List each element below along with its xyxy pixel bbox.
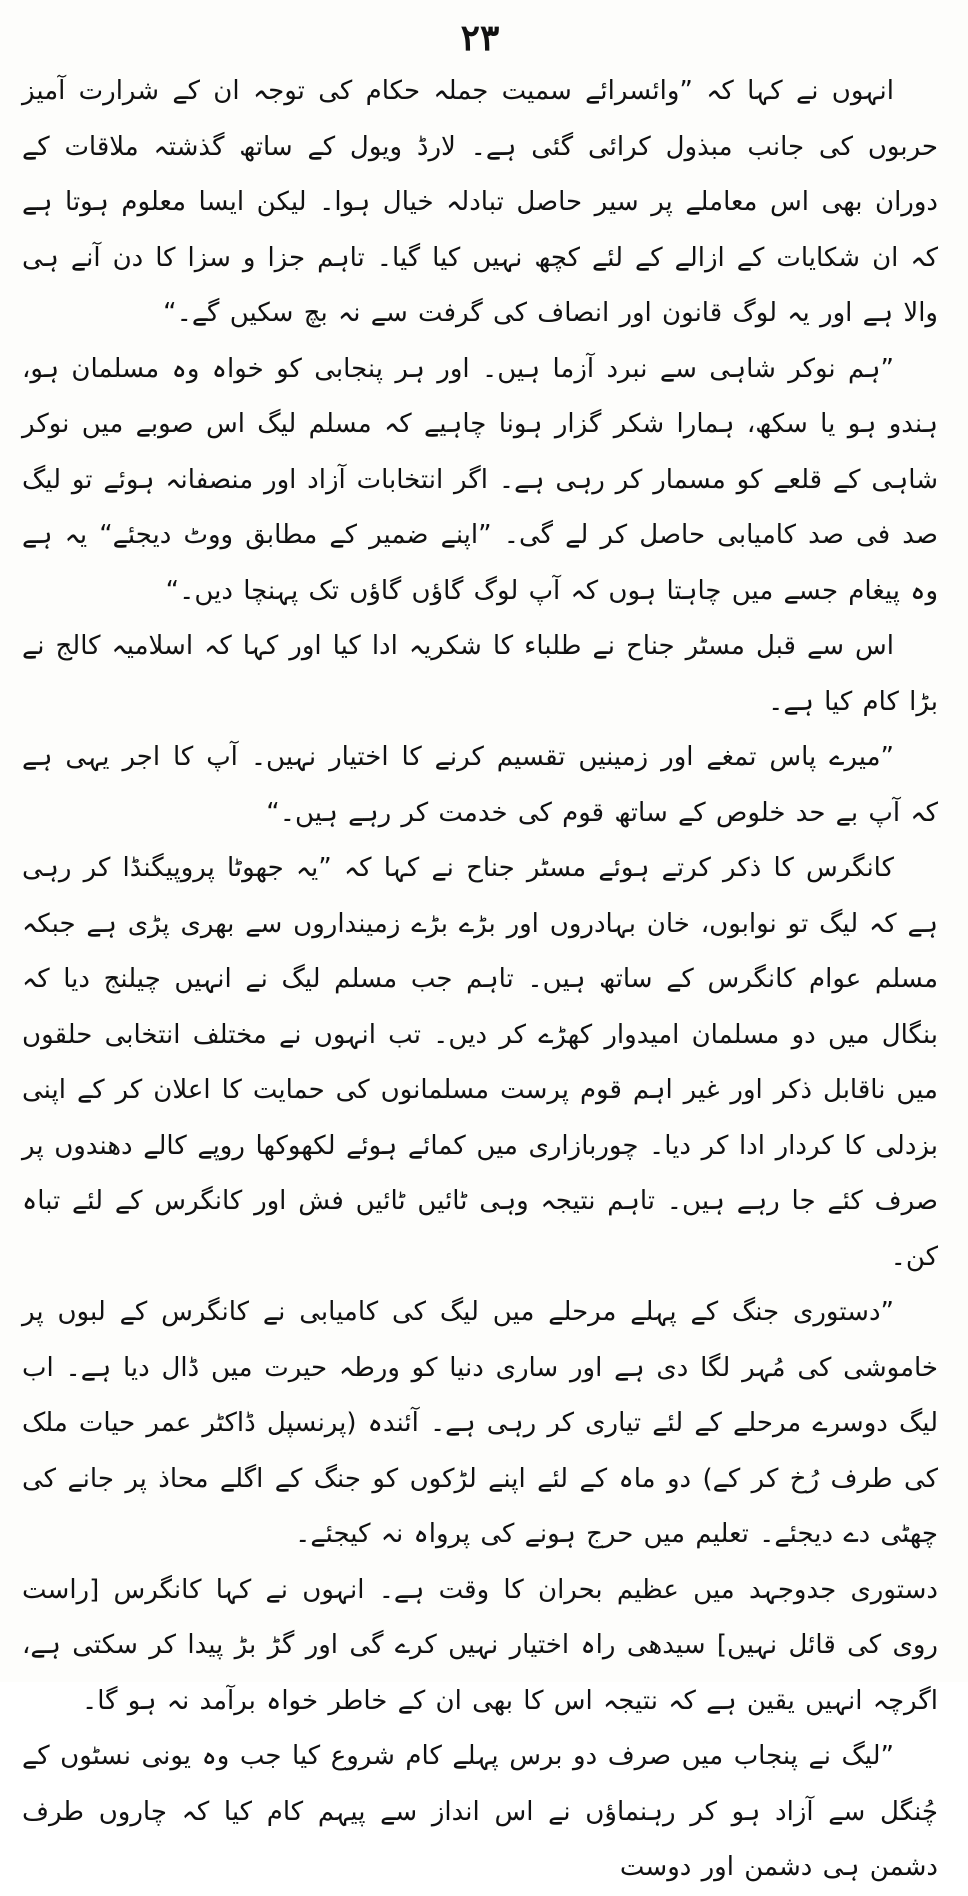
paragraph-bureaucracy: ”ہم نوکر شاہی سے نبرد آزما ہیں۔ اور ہر پنجابی کو خواہ وہ مسلمان ہو، ہندو ہو یا سکھ، ہمارا شکر گزار ہونا چاہیے کہ مسلم لیگ اس صوبے میں نوکر شاہی کے قلعے کو مسمار کر رہی ہے۔ اگر انتخابات آزاد اور منصفانہ ہوئے تو لیگ صد فی صد کامیابی حاصل کر لے گی۔ ”اپنے ضمیر کے مطابق ووٹ دیجئے“ یہ ہے وہ پیغام جسے میں چاہتا ہوں کہ آپ لوگ گاؤں گاؤں تک پہنچا دیں۔“ xyxy=(22,353,938,606)
page-number: ۲۳ xyxy=(460,17,500,59)
paragraph-constitutional-war: ”دستوری جنگ کے پہلے مرحلے میں لیگ کی کامیابی نے کانگرس کے لبوں پر خاموشی کی مُہر لگا دی ہے اور ساری دنیا کو ورطہ حیرت میں ڈال دیا ہے۔ اب لیگ دوسرے مرحلے کے لئے تیاری کر رہی ہے۔ آئندہ (پرنسپل ڈاکٹر عمر حیات ملک کی طرف رُخ کر کے) دو ماہ کے لئے اپنے لڑکوں کو جنگ کے اگلے محاذ پر جانے کی چھٹی دے دیجئے۔ تعلیم میں حرج ہونے کی پرواہ نہ کیجئے۔ xyxy=(22,1297,938,1549)
paragraph-congress-propaganda: کانگرس کا ذکر کرتے ہوئے مسٹر جناح نے کہا کہ ”یہ جھوٹا پروپیگنڈا کر رہی ہے کہ لیگ تو نوابوں، خان بہادروں اور بڑے بڑے زمینداروں سے بھری پڑی ہے جبکہ مسلم عوام کانگرس کے ساتھ ہیں۔ تاہم جب مسلم لیگ نے انہیں چیلنج دیا کہ بنگال میں دو مسلمان امیدوار کھڑے کر دیں۔ تب انہوں نے مختلف انتخابی حلقوں میں ناقابل ذکر اور غیر اہم قوم پرست مسلمانوں کی حمایت کا اعلان کر کے اپنی بزدلی کا کردار ادا کر دیا۔ چوربازاری میں کمائے ہوئے لکھوکھا روپے کالے دھندوں پر صرف کئے جا رہے ہیں۔ تاہم نتیجہ وہی ٹائیں ٹائیں فش اور کانگرس کے لئے تباہ کن۔ xyxy=(22,853,938,1272)
paragraph-no-medals: ”میرے پاس تمغے اور زمینیں تقسیم کرنے کا اختیار نہیں۔ آپ کا اجر یہی ہے کہ آپ بے حد خلوص کے ساتھ قوم کی خدمت کر رہے ہیں۔“ xyxy=(22,742,938,828)
paragraph-thanks-students: اس سے قبل مسٹر جناح نے طلباء کا شکریہ ادا کیا اور کہا کہ اسلامیہ کالج نے بڑا کام کیا ہے۔ xyxy=(22,631,938,717)
paragraph-constitutional-struggle: دستوری جدوجہد میں عظیم بحران کا وقت ہے۔ انہوں نے کہا کانگرس [راست روی کی قائل نہیں] سیدھی راہ اختیار نہیں کرے گی اور گڑ بڑ پیدا کر سکتی ہے، اگرچہ انہیں یقین ہے کہ نتیجہ اس کا بھی ان کے خاطر خواہ برآمد نہ ہو گا۔ xyxy=(22,1574,938,1716)
paragraph-viceroy-complaint: انہوں نے کہا کہ ”وائسرائے سمیت جملہ حکام کی توجہ ان کے شرارت آمیز حربوں کی جانب مبذول کرائی گئی ہے۔ لارڈ ویول کے ساتھ گذشتہ ملاقات کے دوران بھی اس معاملے پر سیر حاصل تبادلہ خیال ہوا۔ لیکن ایسا معلوم ہوتا ہے کہ ان شکایات کے ازالے کے لئے کچھ نہیں کیا گیا۔ تاہم جزا و سزا کا دن آنے ہی والا ہے اور یہ لوگ قانون اور انصاف کی گرفت سے نہ بچ سکیں گے۔“ xyxy=(22,76,938,328)
paragraph-league-punjab: ”لیگ نے پنجاب میں صرف دو برس پہلے کام شروع کیا جب وہ یونی نسٹوں کے چُنگل سے آزاد ہو کر رہنماؤں نے اس انداز سے پیہم کام کیا کہ چاروں طرف دشمن ہی دشمن اور دوست xyxy=(22,1741,938,1882)
